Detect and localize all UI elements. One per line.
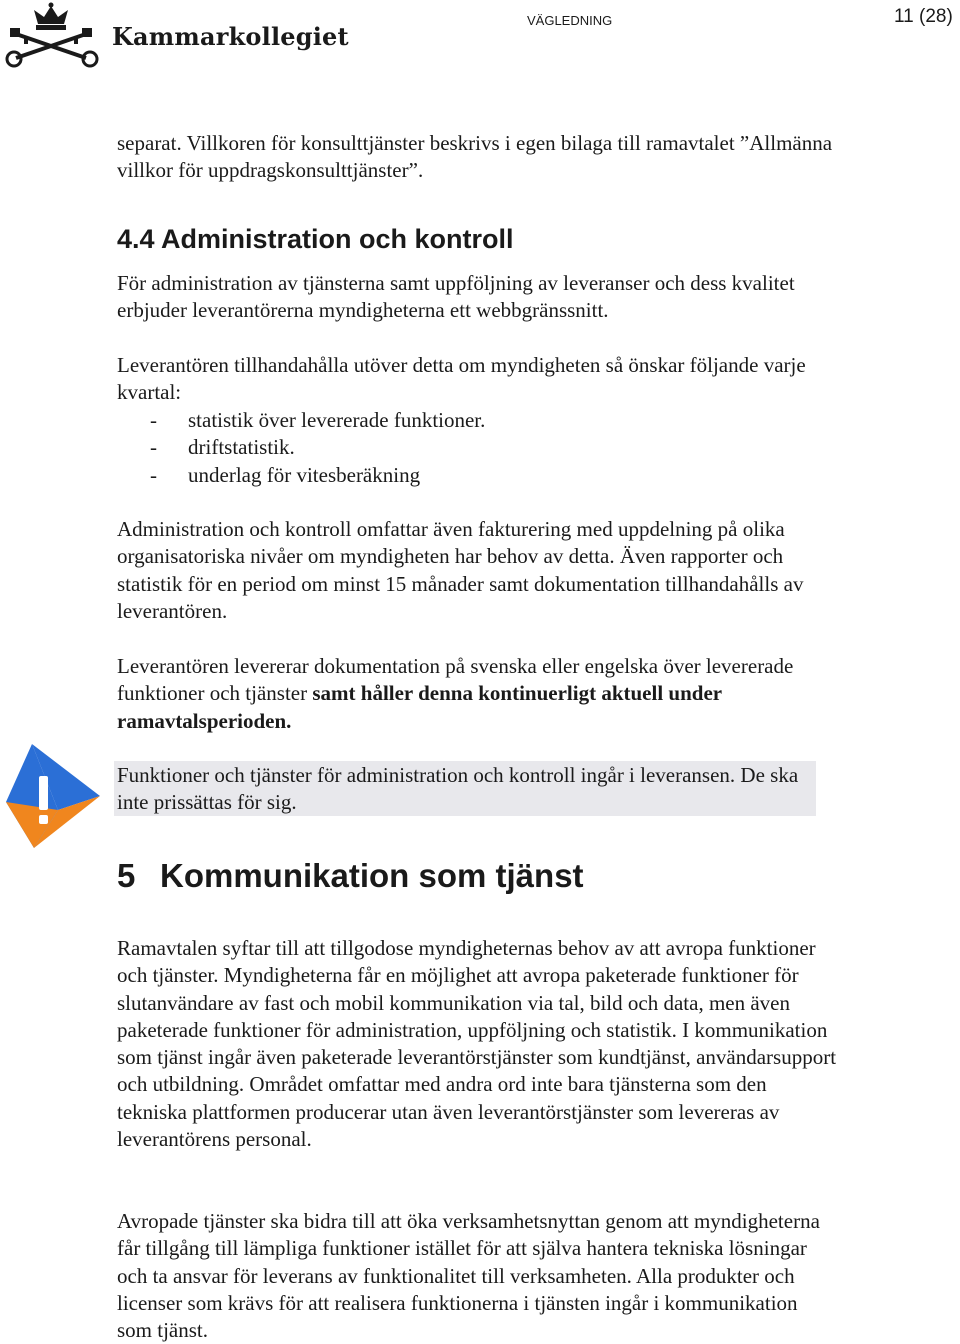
section-5-paragraph-1: Ramavtalen syftar till att tillgodose myndigheternas behov av att avropa funktioner och tjänster. Myndigheterna får en möjlighet att avropa paketerade funktioner för slutanvändare av fast och mobil kommunikation via tal, bild och data, men även paketerade funktioner för administration, uppföljning och statistik. I kommunikation som tjänst ingår även paketerade leverantörstjänster som kundtjänst, användarsupport och utbildning. Området omfattar med andra ord inte bara tjänsterna som den tekniska plattformen producerar utan även leverantörstjänster som levereras av leverantörens personal. xyxy=(117,936,837,1152)
logo-wordmark: Kammarkollegiet xyxy=(112,22,349,51)
list-item: - driftstatistik. xyxy=(150,434,485,461)
list-item: - underlag för vitesberäkning xyxy=(150,462,485,489)
paragraph-4-normal-text: Leverantören levererar dokumentation på svenska eller engelska över levererade funktioner och tjänster xyxy=(117,654,794,706)
section-4-4-paragraph-4 xyxy=(117,653,837,735)
section-heading-5 xyxy=(117,857,584,895)
list-item-text: driftstatistik. xyxy=(188,435,295,460)
warning-icon xyxy=(2,744,102,848)
list-item-text: underlag för vitesberäkning xyxy=(188,462,421,487)
list-item-text: statistik över levererade funktioner. xyxy=(188,408,486,432)
intro-paragraph: separat. Villkoren för konsulttjänster beskrivs i egen bilaga till ramavtalet ”Allmänna villkor för uppdragskonsulttjänster”. xyxy=(117,131,833,183)
section-title: Kommunikation som tjänst xyxy=(160,857,584,894)
bullet-list xyxy=(150,407,485,489)
paragraph-4-bold-text: samt håller denna kontinuerligt aktuell under ramavtalsperioden. xyxy=(117,681,722,733)
list-item: - statistik över levererade funktioner. xyxy=(150,407,485,434)
section-4-4-paragraph-2: Leverantören tillhandahålla utöver detta om myndigheten så önskar följande varje kvartal: xyxy=(117,353,806,405)
page-number: 11 (28) xyxy=(894,6,953,27)
note-text: Funktioner och tjänster för administration och kontroll ingår i leveransen. De ska inte prissättas för sig. xyxy=(117,763,799,815)
section-4-4-paragraph-1: För administration av tjänsterna samt uppföljning av leveranser och dess kvalitet erbjuder leverantörerna myndigheterna ett webbgränssnitt. xyxy=(117,271,795,323)
section-heading-4-4: 4.4 Administration och kontroll xyxy=(117,224,514,254)
section-4-4-paragraph-3: Administration och kontroll omfattar även fakturering med uppdelning på olika organisatoriska nivåer om myndigheten har behov av detta. Även rapporter och statistik för en period om minst 15 månader samt dokumentation tillhandahålls av leverantören. xyxy=(117,517,804,623)
crown-keys-emblem-icon xyxy=(4,2,114,70)
section-5-paragraph-2: Avropade tjänster ska bidra till att öka verksamhetsnyttan genom att myndigheterna får tillgång till lämpliga funktioner istället för att själva hantera tekniska lösningar och ta ansvar för leverans av funktionalitet till verksamheten. Alla produkter och licenser som krävs för att realisera funktionerna i tjänsten ingår i kommunikation som tjänst. xyxy=(117,1209,820,1343)
document-type-label: VÄGLEDNING xyxy=(527,13,613,28)
section-number: 5 xyxy=(117,857,136,894)
